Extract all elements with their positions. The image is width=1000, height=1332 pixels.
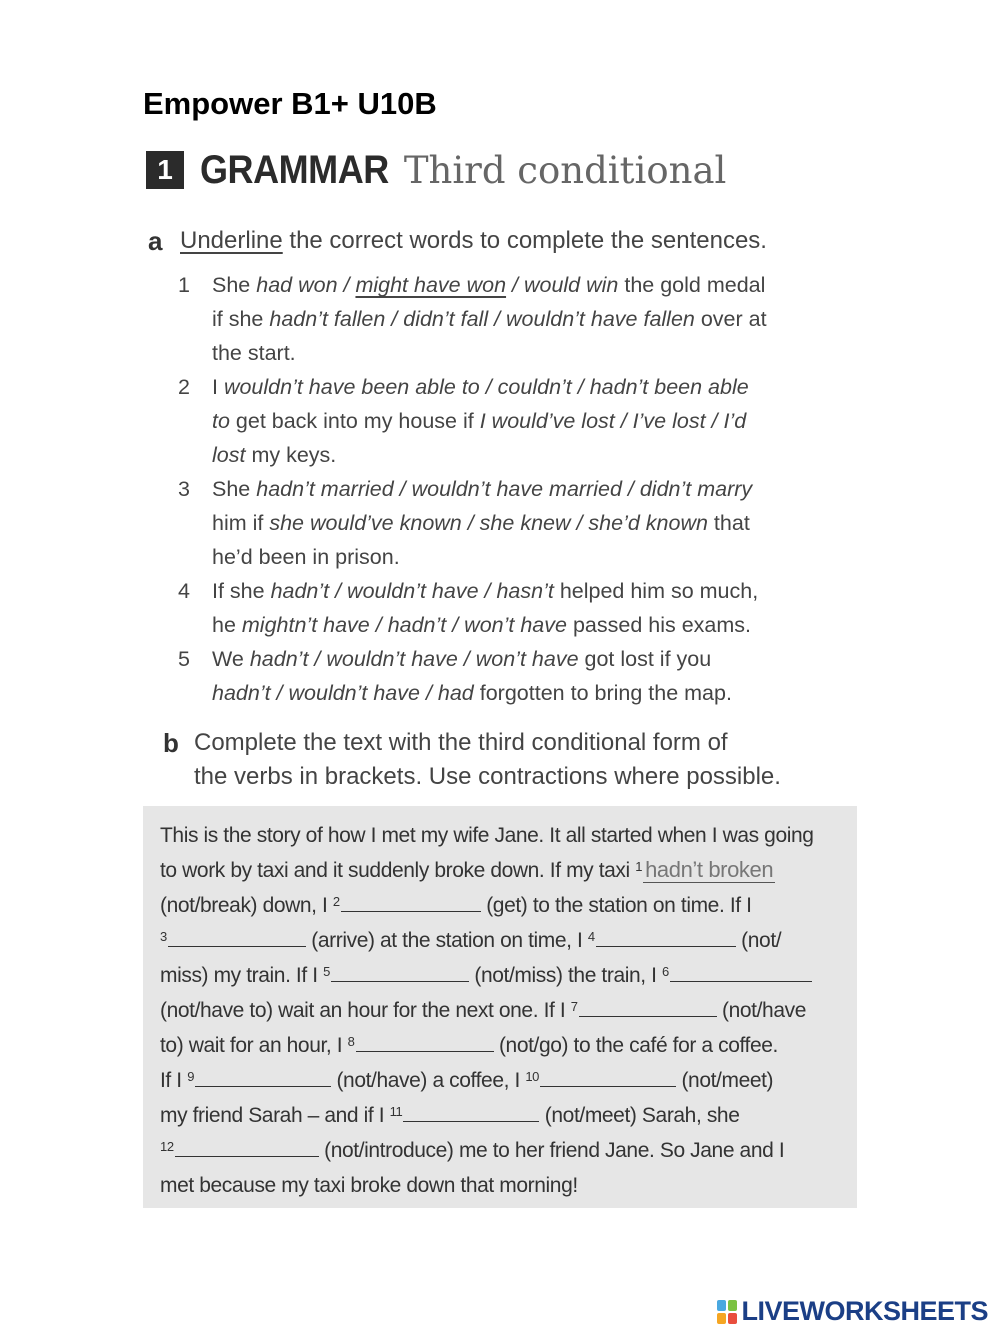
- gap-number: 10: [525, 1069, 540, 1084]
- answer-blank-6[interactable]: [670, 959, 812, 982]
- answer-option[interactable]: I would’ve lost / I’ve lost / I’d: [479, 409, 747, 433]
- story-line: [160, 888, 854, 923]
- sentence-text: he: [212, 613, 242, 637]
- gap-number: 12: [160, 1139, 174, 1154]
- sentence-text: my keys.: [245, 443, 337, 467]
- answer-blank-9[interactable]: [195, 1064, 331, 1087]
- story-segment: (arrive) at the station on time, I: [305, 929, 588, 952]
- sentence-text: She: [212, 273, 257, 297]
- story-line: [160, 1028, 854, 1063]
- sentence-text: forgotten to bring the map.: [473, 681, 732, 705]
- gap-number: 3: [160, 929, 167, 944]
- sentence-text: if she: [212, 307, 270, 331]
- item-number: 2: [178, 375, 190, 399]
- sentence-text: helped him so much,: [553, 579, 759, 603]
- story-segment: (not/go) to the café for a coffee.: [493, 1034, 778, 1057]
- story-segment: This is the story of how I met my wife Jane. It all started when I was going: [160, 824, 814, 847]
- sentence-text: passed his exams.: [566, 613, 752, 637]
- story-segment: (not/: [735, 929, 782, 952]
- story-line: [160, 1063, 854, 1098]
- story-segment: to) wait for an hour, I: [160, 1034, 348, 1057]
- story-line: [160, 1133, 854, 1168]
- story-line: [160, 818, 854, 853]
- story-segment: my friend Sarah – and if I: [160, 1104, 390, 1127]
- story-segment: (not/have) a coffee, I: [331, 1069, 526, 1092]
- item-number: 1: [178, 273, 190, 297]
- story-segment: (not/meet): [676, 1069, 774, 1092]
- answer-blank-4[interactable]: [596, 924, 736, 947]
- gap-number: 9: [187, 1069, 195, 1084]
- answer-blank-12[interactable]: [175, 1134, 319, 1157]
- part-a-instruction: [180, 224, 767, 258]
- gap-number: 1: [635, 859, 643, 874]
- page-title: Empower B1+ U10B: [143, 86, 437, 121]
- item-line: [212, 404, 858, 438]
- item-text: [212, 472, 858, 574]
- story-segment: to work by taxi and it suddenly broke down. If my taxi: [160, 859, 636, 882]
- exercise-item-5: [178, 642, 858, 710]
- gap-number: 5: [323, 964, 330, 979]
- sentence-text: got lost if you: [578, 647, 712, 671]
- sentence-text: We: [212, 647, 250, 671]
- section-heading: GRAMMAR: [200, 147, 389, 192]
- answer-blank-7[interactable]: [579, 994, 717, 1017]
- gap-number: 11: [389, 1104, 403, 1119]
- sentence-text: I: [212, 375, 224, 399]
- item-number: 4: [178, 579, 190, 603]
- exercise-item-2: [178, 370, 858, 472]
- story-segment: (not/meet) Sarah, she: [539, 1104, 740, 1127]
- item-text: [212, 268, 858, 370]
- item-line: [212, 574, 858, 608]
- story-line: [160, 853, 854, 888]
- item-line: [212, 472, 858, 506]
- answer-option[interactable]: hadn’t / wouldn’t have / hasn’t: [270, 579, 554, 603]
- instruction-text: the correct words to complete the sentences.: [282, 227, 767, 254]
- story-segment: If I: [160, 1069, 188, 1092]
- logo-square: [728, 1313, 737, 1324]
- answer-option[interactable]: wouldn’t have been able to / couldn’t / hadn’t been able: [223, 375, 749, 399]
- item-line: [212, 336, 858, 370]
- logo-square: [728, 1300, 737, 1311]
- gap-number: 7: [570, 999, 578, 1014]
- sentence-text: him if: [212, 511, 270, 535]
- liveworksheets-logo-icon: [717, 1300, 737, 1324]
- story-line: [160, 958, 854, 993]
- part-a-letter: a: [148, 226, 163, 256]
- answer-blank-10[interactable]: [540, 1064, 676, 1087]
- story-segment: (not/introduce) me to her friend Jane. So Jane and I: [318, 1139, 785, 1162]
- answer-blank-3[interactable]: [168, 924, 306, 947]
- answer-option[interactable]: lost: [212, 443, 246, 467]
- answer-blank-11[interactable]: [403, 1099, 539, 1122]
- story-segment: (not/break) down, I: [160, 894, 333, 917]
- exercise-item-1: [178, 268, 858, 370]
- gap-number: 6: [662, 964, 669, 979]
- sentence-text: She: [212, 477, 257, 501]
- gap-number: 4: [587, 929, 595, 944]
- item-line: [212, 370, 858, 404]
- answer-option[interactable]: hadn’t married / wouldn’t have married / didn’t marry: [256, 477, 753, 501]
- item-text: [212, 642, 858, 710]
- part-b-instruction-line-1: Complete the text with the third conditional form of: [194, 729, 728, 756]
- answer-option[interactable]: mightn’t have / hadn’t / won’t have: [241, 613, 567, 637]
- story-line: [160, 923, 854, 958]
- answer-option[interactable]: hadn’t / wouldn’t have / had: [212, 681, 474, 705]
- sentence-text: over at: [694, 307, 767, 331]
- section-number: 1: [146, 151, 184, 189]
- item-line: [212, 302, 858, 336]
- item-number: 3: [178, 477, 190, 501]
- logo-square: [717, 1300, 726, 1311]
- item-text: [212, 370, 858, 472]
- story-segment: (not/have to) wait an hour for the next one. If I: [160, 999, 571, 1022]
- gap-number: 8: [347, 1034, 355, 1049]
- story-segment: met because my taxi broke down that morning!: [160, 1174, 578, 1197]
- answer-blank-8[interactable]: [356, 1029, 494, 1052]
- answer-option[interactable]: to: [212, 409, 230, 433]
- exercise-item-3: [178, 472, 858, 574]
- item-line: [212, 608, 858, 642]
- story-segment: (not/have: [716, 999, 806, 1022]
- sentence-text: that: [707, 511, 750, 535]
- item-number: 5: [178, 647, 190, 671]
- sentence-text: he’d been in prison.: [212, 545, 400, 569]
- item-line: [212, 676, 858, 710]
- story-segment: (get) to the station on time. If I: [480, 894, 752, 917]
- item-line: [212, 642, 858, 676]
- story-line: [160, 993, 854, 1028]
- sentence-text: the start.: [212, 341, 296, 365]
- instruction-underlined-word: Underline: [180, 227, 283, 254]
- logo-square: [717, 1313, 726, 1324]
- logo-text: LIVEWORKSHEETS: [741, 1296, 988, 1326]
- part-b-instruction: [194, 726, 781, 794]
- item-line: [212, 268, 858, 302]
- story-segment: (not/miss) the train, I: [468, 964, 663, 987]
- answer-option[interactable]: she would’ve known / she knew / she’d known: [269, 511, 708, 535]
- section-header: [146, 147, 727, 192]
- section-subtitle: Third conditional: [403, 148, 727, 192]
- story-line: [160, 1098, 854, 1133]
- example-answer: hadn’t broken: [645, 857, 774, 882]
- item-line: [212, 506, 858, 540]
- gap-number: 2: [332, 894, 340, 909]
- answer-blank-2[interactable]: [341, 889, 481, 912]
- answer-option[interactable]: / would win: [506, 273, 619, 297]
- exercise-item-4: [178, 574, 858, 642]
- part-b-instruction-line-2: the verbs in brackets. Use contractions where possible.: [194, 763, 781, 790]
- story-segment: miss) my train. If I: [160, 964, 324, 987]
- item-text: [212, 574, 858, 642]
- item-line: [212, 540, 858, 574]
- answer-option[interactable]: hadn’t / wouldn’t have / won’t have: [249, 647, 579, 671]
- sentence-text: If she: [212, 579, 271, 603]
- story-text: [160, 818, 854, 1203]
- item-line: [212, 438, 858, 472]
- story-line: [160, 1168, 854, 1203]
- answer-option[interactable]: hadn’t fallen / didn’t fall / wouldn’t have fallen: [269, 307, 695, 331]
- sentence-text: the gold medal: [618, 273, 766, 297]
- sentence-text: get back into my house if: [229, 409, 480, 433]
- part-b-letter: b: [163, 728, 179, 758]
- liveworksheets-logo: [717, 1296, 988, 1327]
- answer-option[interactable]: had won /: [256, 273, 356, 297]
- answer-blank-5[interactable]: [331, 959, 469, 982]
- answer-option[interactable]: might have won: [355, 273, 507, 297]
